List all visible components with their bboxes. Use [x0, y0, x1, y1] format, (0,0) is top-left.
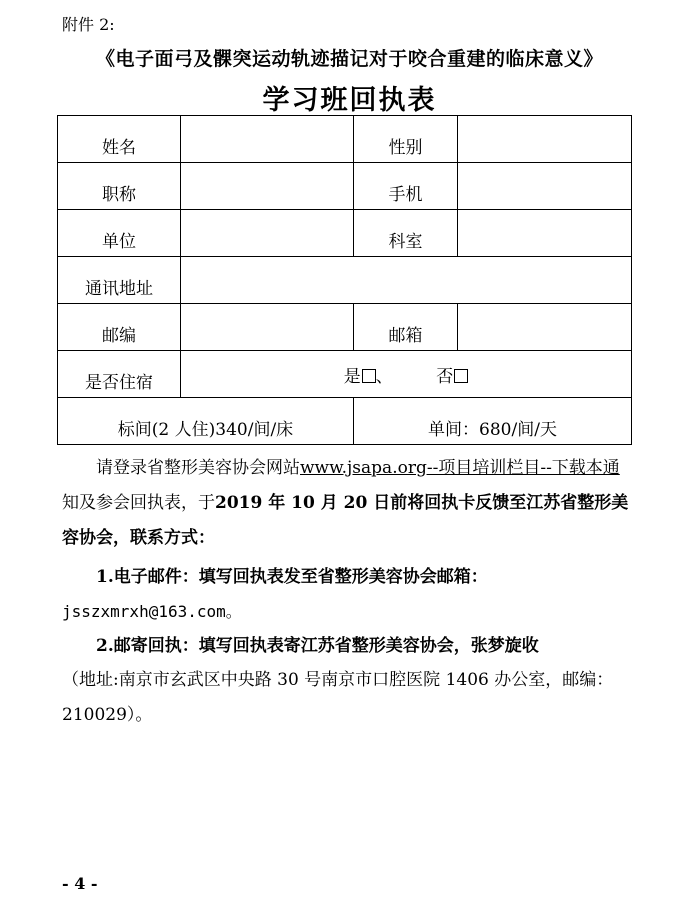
standard-room-rate: 标间(2 人住)340/间/床	[58, 398, 354, 445]
mail-method-heading: 2.邮寄回执：填写回执表寄江苏省整形美容协会，张梦旋收	[96, 636, 539, 656]
single-room-rate: 单间：680/间/天	[354, 398, 632, 445]
form-row-address	[58, 257, 632, 304]
instructions-text-a: 请登录省整形美容协会网站	[96, 458, 300, 478]
email-method-heading: 1.电子邮件：填写回执表发至省整形美容协会邮箱：	[96, 567, 488, 587]
address-label: 通讯地址	[58, 257, 181, 304]
title-field[interactable]	[181, 163, 354, 210]
gender-label: 性别	[354, 116, 458, 163]
form-row-postcode-email	[58, 304, 632, 351]
gender-field[interactable]	[458, 116, 632, 163]
page-title: 学习班回执表	[262, 85, 437, 116]
course-subtitle: 《电子面弓及髁突运动轨迹描记对于咬合重建的临床意义》	[95, 48, 603, 70]
postcode-label: 邮编	[58, 304, 181, 351]
lodging-choice	[181, 351, 632, 398]
lodging-label: 是否住宿	[58, 351, 181, 398]
unit-field[interactable]	[181, 210, 354, 257]
unit-label: 单位	[58, 210, 181, 257]
name-field[interactable]	[181, 116, 354, 163]
postcode-field[interactable]	[181, 304, 354, 351]
address-field[interactable]	[181, 257, 632, 304]
department-label: 科室	[354, 210, 458, 257]
email-field[interactable]	[458, 304, 632, 351]
page-number: - 4 -	[62, 874, 98, 893]
form-row-title-mobile	[58, 163, 632, 210]
mobile-field[interactable]	[458, 163, 632, 210]
instructions-paragraph	[62, 451, 636, 556]
form-row-name-gender	[58, 116, 632, 163]
deadline-text: 2019 年 10 月 20 日前将回执卡反馈至江苏省整形美容协会，联系方式：	[62, 493, 629, 548]
email-label: 邮箱	[354, 304, 458, 351]
name-label: 姓名	[58, 116, 181, 163]
association-email[interactable]: jsszxmrxh@163.com。	[62, 602, 242, 621]
lodging-no-label: 否	[436, 366, 454, 387]
form-row-room-rates	[58, 398, 632, 445]
title-label: 职称	[58, 163, 181, 210]
lodging-yes-label: 是	[343, 366, 361, 387]
mobile-label: 手机	[354, 163, 458, 210]
choice-separator: 、	[375, 366, 393, 387]
attachment-label: 附件 2:	[62, 15, 115, 34]
mailing-address: （地址:南京市玄武区中央路 30 号南京市口腔医院 1406 办公室，邮编：210029）。	[62, 670, 614, 725]
lodging-no-checkbox[interactable]	[454, 369, 468, 383]
lodging-yes-checkbox[interactable]	[362, 369, 376, 383]
instructions-text-b: 知及参会回执表，于	[62, 493, 215, 513]
form-row-unit-department	[58, 210, 632, 257]
department-field[interactable]	[458, 210, 632, 257]
form-row-lodging	[58, 351, 632, 398]
registration-form-table	[57, 115, 632, 445]
website-link[interactable]: www.jsapa.org--项目培训栏目--下载本通	[300, 458, 620, 478]
